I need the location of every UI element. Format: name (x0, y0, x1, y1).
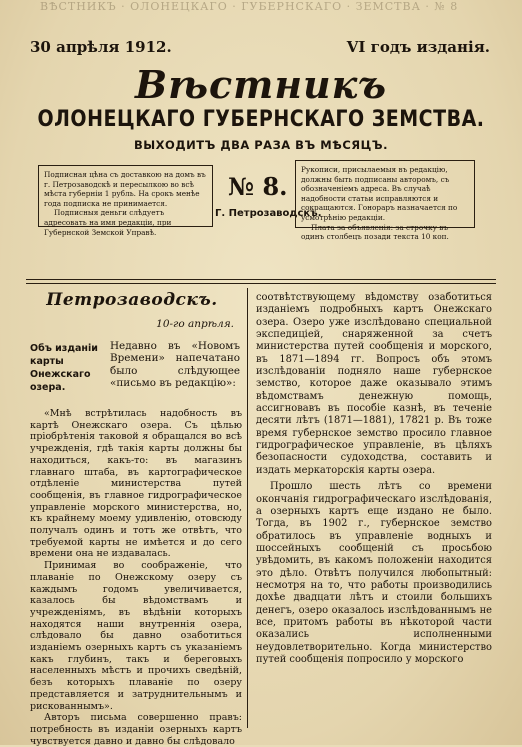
left-column (30, 290, 242, 747)
manuscript-rules-text: Рукописи, присылаемыя въ редакцію, должны быть подписаны авторомъ, съ обозначеніемъ адреса. Въ случаѣ надобности статьи исправляются и сокращаются. Гонораръ назначается по усмотрѣнію редакціи. (301, 165, 458, 222)
right-paragraph-2: Прошло шесть лѣтъ со времени окончанія гидрографическаго изслѣдованія, а озерныхъ картъ еще издано не было. Тогда, въ 1902 г., губернское земство обратилось въ управленіе водныхъ и шоссейныхъ сообщеній съ просьбою увѣдомить, въ какомъ положеніи находится это дѣло. Отвѣтъ получился любопытный: несмотря на то, что работы производились дохѣе двадцати лѣтъ и стоили большихъ денегъ, озеро оказалось изслѣдованнымъ не все, притомъ работы въ нѣкоторой части оказались исполненными неудовлетворительно. Когда министерство путей сообщенія попросило у морского (256, 481, 492, 665)
header-rule-thin (26, 283, 496, 284)
masthead-dateline (30, 38, 490, 58)
advertising-rates-text: Плата за объявленія: за строчку въ одинъ столбецъ позади текста 10 коп. (301, 222, 449, 242)
article-side-heading: Объ изданіи карты Онежскаго озера. (30, 343, 98, 393)
subscription-address-text: Подписныя деньги слѣдуетъ адресовать на имя редакціи, при Губернской Земской Управѣ. (44, 208, 172, 237)
quote-paragraph-1: «Мнѣ встрѣтилась надобность въ картѣ Онежскаго озера. Съ цѣлью пріобрѣтенія таковой я обращался во всѣ учрежденія, гдѣ такія карты должны бы находиться, какъ-то: въ магазинъ главнаго штаба, въ картографическое отдѣленіе министерства путей сообщенія, въ главное гидрографическое управленіе морского министерства, но, къ крайнему моему удивленію, отовсюду получалъ одинъ и тотъ же отвѣтъ, что требуемой карты не имѣется и до сего времени она не издавалась. (30, 408, 242, 560)
bleed-through-text: ВѢСТНИКЪ · ОЛОНЕЦКАГО · ГУБЕРНСКАГО · ЗЕМСТВА · № 8 (40, 0, 459, 13)
article-quote (30, 408, 242, 747)
masthead-title: Вѣстникъ (134, 62, 388, 107)
publication-frequency: ВЫХОДИТЪ ДВА РАЗА ВЪ МѢСЯЦЪ. (134, 138, 388, 152)
issue-number: № 8. (228, 172, 288, 201)
manuscript-info-box (295, 160, 475, 242)
article-lead: Недавно въ «Новомъ Времени» напечатано было слѣдующее «письмо въ редакцію»: (110, 340, 240, 389)
publication-year: VI годъ изданія. (346, 38, 490, 56)
header-rule (26, 279, 496, 280)
subscription-price-text: Подписная цѣна съ доставкою на домъ въ г. Петрозаводскѣ и пересылкою во всѣ мѣста губерніи 1 рубль. На срокъ менѣе года подписка не принимается. (44, 170, 206, 208)
article-heading: Петрозаводскъ. (46, 290, 218, 310)
right-paragraph-1: соотвѣтствующему вѣдомству озаботиться изданіемъ подробныхъ картъ Онежскаго озера. Озеро уже изслѣдовано специальной экспедиціей, снаряженной за счетъ министерства путей сообщенія и морского, въ 1871—1894 гг. Вопросъ объ этомъ изслѣдованіи подняло наше губернское земство, которое даже оказывало этимъ вѣдомствамъ денежную помощь, ассигновавъ въ пособіе казнѣ, въ теченіе десяти лѣтъ (1871—1881), 17821 р. Въ тоже время губернское земство просило главное гидрографическое управленіе, въ цѣляхъ безопасности судоходства, составить и издать меркаторскія карты озера. (256, 292, 492, 476)
issue-date: 30 апрѣля 1912. (30, 38, 172, 56)
column-divider (247, 288, 248, 728)
article-dateline: 10-го апрѣля. (156, 318, 234, 330)
right-column (256, 292, 492, 666)
issue-city: Г. Петрозаводскъ. (215, 208, 322, 219)
quote-paragraph-2: Принимая во соображеніе, что плаваніе по Онежскому озеру съ каждымъ годомъ увеличивается, казалось бы вѣдомствамъ и учрежденіямъ, въ вѣдѣніи которыхъ находятся наши внутреннія озера, слѣдовало бы давно озаботиться изданіемъ озерныхъ картъ съ указаніемъ какъ глубинъ, такъ и береговыхъ населенныхъ мѣстъ и прочихъ сведѣній, безъ которыхъ плаваніе по озеру представляется и затруднительнымъ и рискованнымъ». (30, 560, 242, 712)
subscription-info-box (38, 165, 213, 237)
quote-paragraph-3: Авторъ письма совершенно правъ: потребность въ изданіи озерныхъ картъ чувствуется давно и давно бы слѣдовало (30, 712, 242, 747)
masthead-subtitle: ОЛОНЕЦКАГО ГУБЕРНСКАГО ЗЕМСТВА. (37, 106, 485, 132)
